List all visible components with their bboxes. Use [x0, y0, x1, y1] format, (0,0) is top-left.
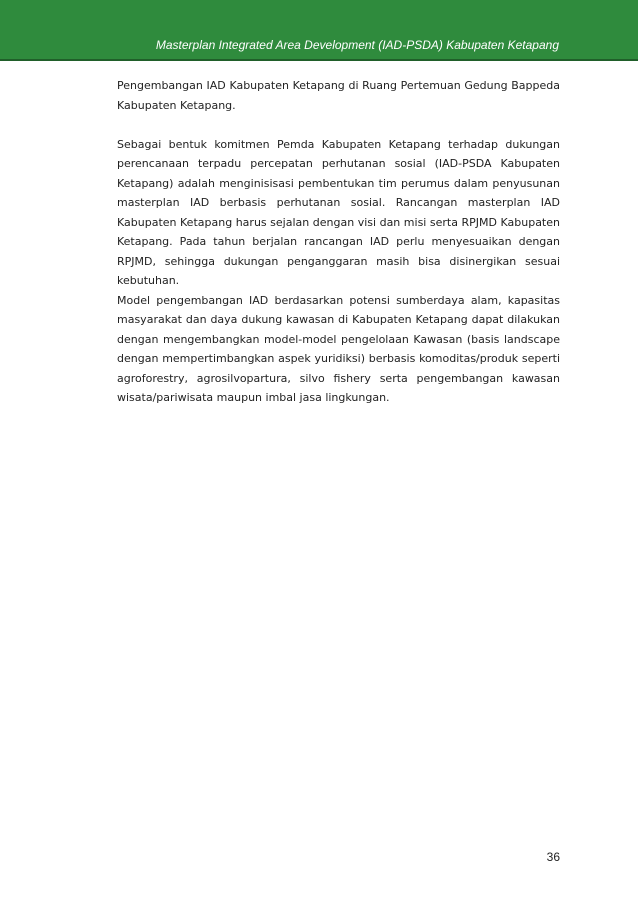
paragraph-1: Pengembangan IAD Kabupaten Ketapang di Ruang Pertemuan Gedung Bappeda Kabupaten Ketapang.	[117, 79, 560, 112]
paragraph-3: Model pengembangan IAD berdasarkan potensi sumberdaya alam, kapasitas masyarakat dan daya dukung kawasan di Kabupaten Ketapang dapat dilakukan dengan mengembangkan model-model pengelolaan Kawasan (basis landscape dengan mempertimbangkan aspek yuridiksi) berbasis komoditas/produk seperti agroforestry, agrosilvopartura, silvo fishery serta pengembangan kawasan wisata/pariwisata maupun imbal jasa lingkungan.	[117, 293, 560, 404]
body-text	[117, 76, 560, 408]
paragraph-2: Sebagai bentuk komitmen Pemda Kabupaten Ketapang terhadap dukungan perencanaan terpadu percepatan perhutanan sosial (IAD-PSDA Kabupaten Ketapang) adalah menginisisasi pembentukan tim perumus dalam penyusunan masterplan IAD berbasis perhutanan sosial. Rancangan masterplan IAD Kabupaten Ketapang harus sejalan dengan visi dan misi serta RPJMD Kabupaten Ketapang. Pada tahun berjalan rancangan IAD perlu menyesuaikan dengan RPJMD, sehingga dukungan penganggaran masih bisa disinergikan sesuai kebutuhan.	[117, 137, 560, 287]
page-number: 36	[546, 850, 560, 864]
header-band	[0, 0, 638, 61]
header-title: Masterplan Integrated Area Development (IAD-PSDA) Kabupaten Ketapang	[155, 38, 559, 52]
